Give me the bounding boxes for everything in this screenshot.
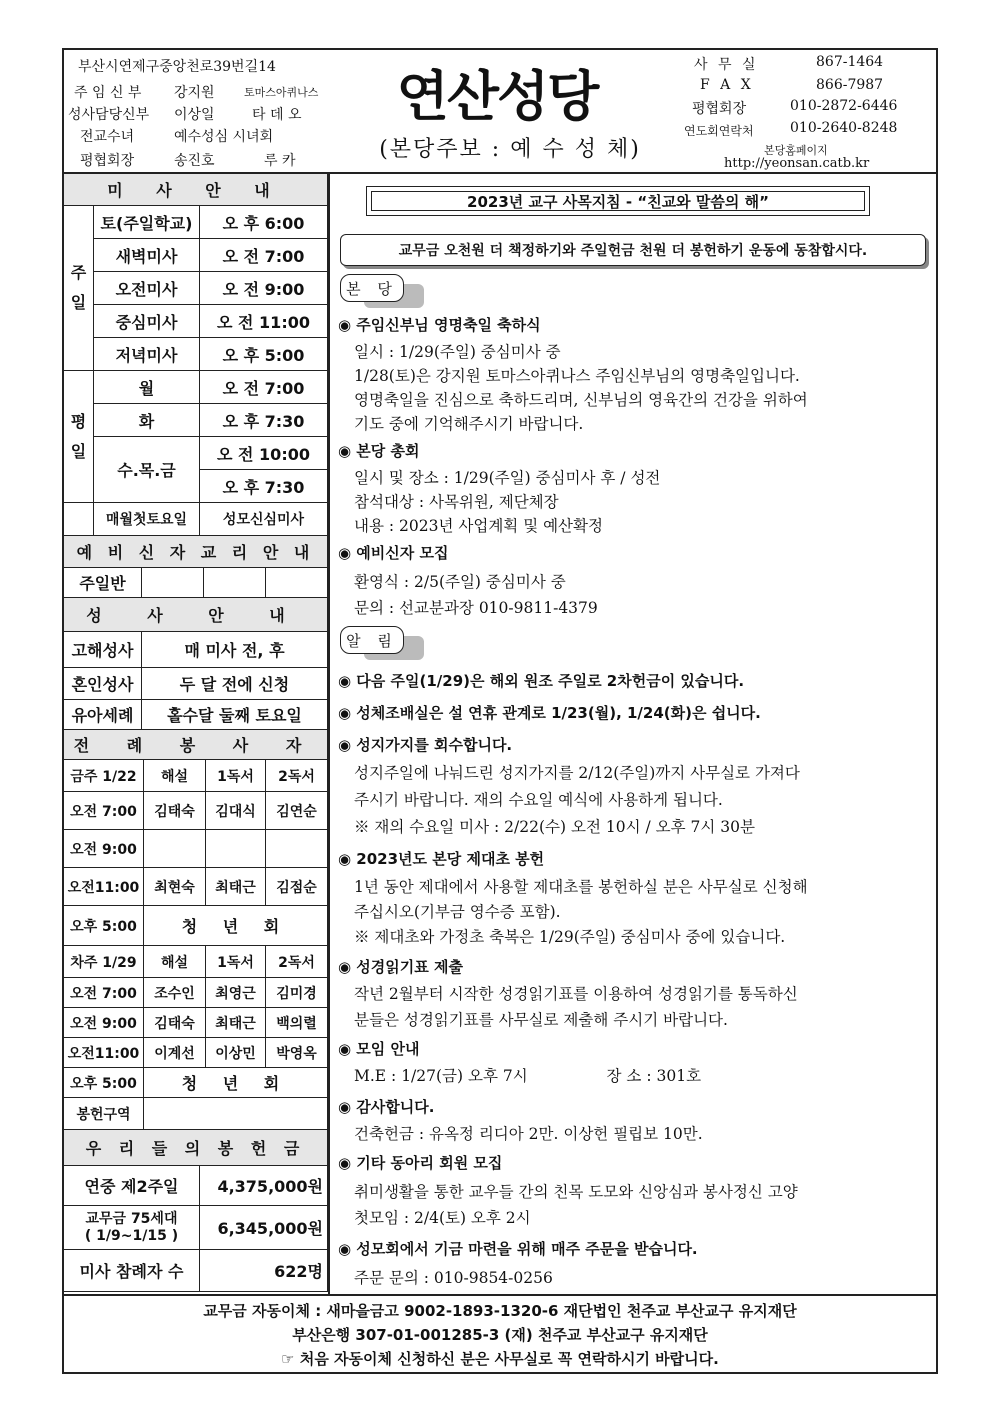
blank-cell xyxy=(64,503,94,536)
offering-area-label: 봉헌구역 xyxy=(64,1098,144,1130)
servers-person: 김연순 xyxy=(266,792,328,830)
servers-time: 오전11:00 xyxy=(64,1038,144,1068)
notice-line: 취미생활을 통한 교우들 간의 친목 도모와 신앙심과 봉사정신 고양 xyxy=(354,1183,798,1201)
notice-heading: ◉ 다음 주일(1/29)은 해외 원조 주일로 2차헌금이 있습니다. xyxy=(338,672,745,690)
servers-person: 김대식 xyxy=(206,792,266,830)
offering-name: 연중 제2주일 xyxy=(64,1166,200,1206)
servers-person: 백의렬 xyxy=(266,1008,328,1038)
homepage-label: 본당홈페이지 xyxy=(764,144,828,157)
mass-name: 저녁미사 xyxy=(94,338,200,371)
contact-value: 010-2872-6446 xyxy=(790,98,898,114)
mass-name: 오전미사 xyxy=(94,272,200,305)
campaign-banner: 교무금 오천원 더 책정하기와 주일헌금 천원 더 봉헌하기 운동에 동참합시다. xyxy=(340,234,926,266)
contact-label: 사 무 실 xyxy=(694,57,759,73)
parish-heading: ◉ 본당 총회 xyxy=(338,442,420,460)
staff-extra: 루 카 xyxy=(264,153,296,169)
mass-name: 중심미사 xyxy=(94,305,200,338)
servers-time: 오전 9:00 xyxy=(64,1008,144,1038)
parish-line: 참석대상 : 사목위원, 제단체장 xyxy=(354,493,559,511)
notice-line: M.E : 1/27(금) 오후 7시 장 소 : 301호 xyxy=(354,1067,702,1085)
notice-line: 분들은 성경읽기표를 사무실로 제출해 주시기 바랍니다. xyxy=(354,1011,728,1029)
servers-time: 오전 7:00 xyxy=(64,792,144,830)
sacrament-section-title: 성 사 안 내 xyxy=(64,598,328,632)
contact-label: F A X xyxy=(700,77,754,93)
servers-person: 이상민 xyxy=(206,1038,266,1068)
contact-label: 연도회연락처 xyxy=(684,124,754,138)
blank-cell xyxy=(142,568,204,598)
staff-name: 송진호 xyxy=(174,153,215,169)
contact-value: 867-1464 xyxy=(816,54,884,70)
offering-value: 4,375,000원 xyxy=(200,1166,328,1206)
servers-person: 최영근 xyxy=(206,978,266,1008)
first-saturday-label: 매월첫토요일 xyxy=(94,503,200,536)
mass-time: 오 후 7:30 xyxy=(200,404,328,437)
staff-name: 예수성심 시녀회 xyxy=(174,129,274,145)
mass-time: 오 전 11:00 xyxy=(200,305,328,338)
contact-value: 866-7987 xyxy=(816,77,884,93)
staff-role: 성사담당신부 xyxy=(68,107,150,123)
servers-person: 김태숙 xyxy=(144,1008,206,1038)
parish-line: 환영식 : 2/5(주일) 중심미사 중 xyxy=(354,573,566,591)
contact-value: 010-2640-8248 xyxy=(790,120,898,136)
sacrament-name: 고해성사 xyxy=(64,632,142,668)
left-sidebar xyxy=(62,174,330,1294)
servers-person: 조수인 xyxy=(144,978,206,1008)
mass-time: 오 전 9:00 xyxy=(200,272,328,305)
catechumen-label: 주일반 xyxy=(64,568,142,598)
mass-time: 오 후 5:00 xyxy=(200,338,328,371)
notice-heading: ◉ 성체조배실은 설 연휴 관계로 1/23(월), 1/24(화)은 쉽니다. xyxy=(338,704,761,722)
footer-line: ☞ 처음 자동이체 신청하신 분은 사무실로 꼭 연락하시기 바랍니다. xyxy=(281,1350,719,1368)
servers-person xyxy=(266,830,328,868)
servers-week-label: 금주 1/22 xyxy=(64,760,144,792)
main-content xyxy=(330,174,938,1294)
offering-value: 6,345,000원 xyxy=(200,1206,328,1250)
staff-name: 이상일 xyxy=(174,107,215,123)
servers-col-head: 1독서 xyxy=(206,946,266,978)
notice-heading: ◉ 성경읽기표 제출 xyxy=(338,958,463,976)
catechumen-section-title: 예 비 신 자 교 리 안 내 xyxy=(64,536,328,568)
pastoral-theme: 2023년 교구 사목지침 - “친교와 말씀의 해” xyxy=(366,186,870,216)
notice-line: 1년 동안 제대에서 사용할 제대초를 봉헌하실 분은 사무실로 신청해 xyxy=(354,878,808,896)
offering-name xyxy=(64,1206,200,1250)
parish-line: 일시 및 장소 : 1/29(주일) 중심미사 후 / 성전 xyxy=(354,469,661,487)
sacrament-name: 유아세례 xyxy=(64,700,142,730)
servers-person xyxy=(206,830,266,868)
church-address: 부산시연제구중앙천로39번길14 xyxy=(78,59,276,75)
blank-cell xyxy=(266,568,328,598)
blank-cell xyxy=(204,568,266,598)
notice-line: 건축헌금 : 유옥정 리디아 2만. 이상헌 필립보 10만. xyxy=(354,1125,703,1143)
servers-time: 오전 9:00 xyxy=(64,830,144,868)
servers-time: 오후 5:00 xyxy=(64,1068,144,1098)
sunday-label: 주 일 xyxy=(64,206,94,371)
notice-line: 주십시오(기부금 영수증 포함). xyxy=(354,903,561,921)
servers-col-head: 1독서 xyxy=(206,760,266,792)
offering-name-line: 교무금 75세대 xyxy=(85,1210,178,1227)
mass-time: 오 전 10:00 xyxy=(200,437,328,470)
staff-extra: 타 데 오 xyxy=(252,107,302,123)
notice-heading: ◉ 모임 안내 xyxy=(338,1040,420,1058)
staff-extra: 토마스아퀴나스 xyxy=(244,86,319,99)
mass-section-title: 미 사 안 내 xyxy=(64,174,328,206)
homepage-link[interactable]: http://yeonsan.catb.kr xyxy=(724,156,870,171)
bank-transfer-footer xyxy=(62,1294,938,1374)
notice-line: 주시기 바랍니다. 재의 수요일 예식에 사용하게 됩니다. xyxy=(354,791,723,809)
mass-time: 오 후 7:30 xyxy=(200,470,328,503)
notice-heading: ◉ 성모회에서 기금 마련을 위해 매주 주문을 받습니다. xyxy=(338,1240,698,1258)
sacrament-value: 홀수달 둘째 토요일 xyxy=(142,700,328,730)
church-title: 연산성당 xyxy=(396,65,598,128)
parish-heading: ◉ 예비신자 모집 xyxy=(338,544,449,562)
sacrament-value: 두 달 전에 신청 xyxy=(142,668,328,700)
offering-name: 미사 참례자 수 xyxy=(64,1250,200,1292)
weekday-label: 평 일 xyxy=(64,371,94,503)
servers-time: 오전 7:00 xyxy=(64,978,144,1008)
bulletin-header xyxy=(62,48,938,174)
servers-person xyxy=(144,830,206,868)
notice-heading: ◉ 기타 동아리 회원 모집 xyxy=(338,1154,503,1172)
parish-line: 일시 : 1/29(주일) 중심미사 중 xyxy=(354,343,561,361)
notice-heading: ◉ 감사합니다. xyxy=(338,1098,435,1116)
notice-line: 작년 2월부터 시작한 성경읽기표를 이용하여 성경읽기를 통독하신 xyxy=(354,985,798,1003)
servers-col-head: 2독서 xyxy=(266,760,328,792)
notice-heading: ◉ 2023년도 본당 제대초 봉헌 xyxy=(338,850,545,868)
servers-week-label: 차주 1/29 xyxy=(64,946,144,978)
notice-line: ※ 재의 수요일 미사 : 2/22(수) 오전 10시 / 오후 7시 30분 xyxy=(354,818,755,836)
mass-name: 수.목.금 xyxy=(94,437,200,503)
servers-person: 이계선 xyxy=(144,1038,206,1068)
mass-time: 오 후 6:00 xyxy=(200,206,328,239)
offering-section-title: 우 리 들 의 봉 헌 금 xyxy=(64,1130,328,1166)
sacrament-name: 혼인성사 xyxy=(64,668,142,700)
servers-person: 최현숙 xyxy=(144,868,206,906)
bulletin-subtitle: (본당주보 : 예 수 성 체) xyxy=(379,137,641,162)
servers-col-head: 2독서 xyxy=(266,946,328,978)
servers-person: 김태숙 xyxy=(144,792,206,830)
parish-line: 1/28(토)은 강지원 토마스아퀴나스 주임신부님의 영명축일입니다. xyxy=(354,367,800,385)
servers-col-head: 해설 xyxy=(144,946,206,978)
notice-line: 주문 문의 : 010-9854-0256 xyxy=(354,1269,553,1287)
servers-col-head: 해설 xyxy=(144,760,206,792)
first-saturday-value: 성모신심미사 xyxy=(200,503,328,536)
parish-heading: ◉ 주임신부님 영명축일 축하식 xyxy=(338,316,541,334)
parish-line: 영명축일을 진심으로 축하드리며, 신부님의 영육간의 건강을 위하여 xyxy=(354,391,808,409)
parish-line: 문의 : 선교분과장 010-9811-4379 xyxy=(354,599,598,617)
contact-label: 평협회장 xyxy=(692,101,747,117)
staff-role: 전교수녀 xyxy=(80,129,135,145)
mass-name: 화 xyxy=(94,404,200,437)
servers-person: 김점순 xyxy=(266,868,328,906)
servers-person: 김미경 xyxy=(266,978,328,1008)
footer-line: 교무금 자동이체 : 새마을금고 9002-1893-1320-6 재단법인 천주교 부산교구 유지재단 xyxy=(203,1302,797,1320)
mass-time: 오 전 7:00 xyxy=(200,371,328,404)
mass-name: 월 xyxy=(94,371,200,404)
staff-name: 강지원 xyxy=(174,85,215,101)
servers-youth: 청 년 회 xyxy=(144,906,328,946)
sacrament-value: 매 미사 전, 후 xyxy=(142,632,328,668)
parish-line: 내용 : 2023년 사업계획 및 예산확정 xyxy=(354,517,603,535)
notice-line: 성지주일에 나눠드린 성지가지를 2/12(주일)까지 사무실로 가져다 xyxy=(354,764,800,782)
servers-person: 박영옥 xyxy=(266,1038,328,1068)
footer-line: 부산은행 307-01-001285-3 (재) 천주교 부산교구 유지재단 xyxy=(292,1326,708,1344)
mass-time: 오 전 7:00 xyxy=(200,239,328,272)
servers-youth: 청 년 회 xyxy=(144,1068,328,1098)
offering-value: 622명 xyxy=(200,1250,328,1292)
blank-cell xyxy=(144,1098,328,1130)
servers-person: 최태근 xyxy=(206,1008,266,1038)
staff-role: 평협회장 xyxy=(80,153,135,169)
section-tag-parish: 본 당 xyxy=(340,274,404,302)
notice-heading: ◉ 성지가지를 회수합니다. xyxy=(338,736,513,754)
offering-name-line: ( 1/9~1/15 ) xyxy=(84,1227,179,1244)
staff-role: 주 임 신 부 xyxy=(74,85,142,101)
servers-person: 최태근 xyxy=(206,868,266,906)
notice-line: 첫모임 : 2/4(토) 오후 2시 xyxy=(354,1209,531,1227)
servers-time: 오전11:00 xyxy=(64,868,144,906)
servers-section-title: 전 례 봉 사 자 xyxy=(64,730,328,760)
servers-time: 오후 5:00 xyxy=(64,906,144,946)
notice-line: ※ 제대초와 가정초 축복은 1/29(주일) 중심미사 중에 있습니다. xyxy=(354,928,786,946)
section-tag-notice: 알 림 xyxy=(340,626,404,654)
parish-line: 기도 중에 기억해주시기 바랍니다. xyxy=(354,415,584,433)
mass-name: 토(주일학교) xyxy=(94,206,200,239)
mass-name: 새벽미사 xyxy=(94,239,200,272)
